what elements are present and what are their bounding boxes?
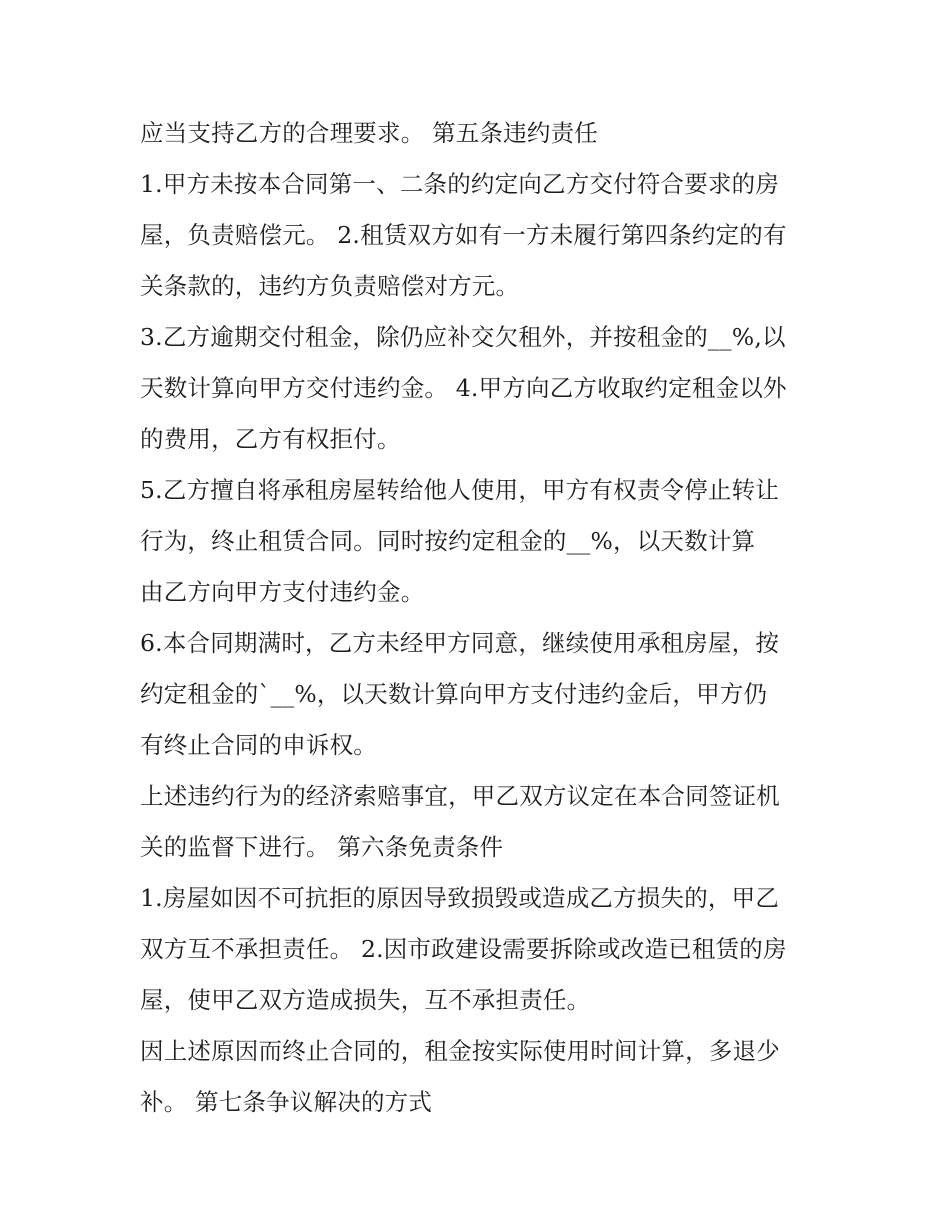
text-line: 屋，使甲乙双方造成损失，互不承担责任。: [140, 986, 591, 1014]
text-line: 由乙方向甲方支付违约金。: [140, 578, 425, 606]
text-line: 上述违约行为的经济索赔事宜，甲乙双方议定在本合同签证机: [140, 782, 780, 810]
text-line: 6.本合同期满时，乙方未经甲方同意，继续使用承租房屋，按: [140, 629, 780, 657]
text-line: 应当支持乙方的合理要求。 第五条违约责任: [140, 119, 598, 147]
text-line: 双方互不承担责任。 2.因市政建设需要拆除或改造已租赁的房: [140, 935, 787, 963]
text-line: 屋，负责赔偿元。 2.租赁双方如有一方未履行第四条约定的有: [140, 221, 787, 249]
text-line: 关的监督下进行。 第六条免责条件: [140, 833, 504, 861]
text-line: 关条款的，违约方负责赔偿对方元。: [140, 272, 520, 300]
text-line: 5.乙方擅自将承租房屋转给他人使用，甲方有权责令停止转让: [140, 476, 780, 504]
text-line: 补。 第七条争议解决的方式: [140, 1088, 433, 1116]
text-line: 因上述原因而终止合同的，租金按实际使用时间计算，多退少: [140, 1037, 780, 1065]
text-line: 的费用，乙方有权拒付。: [140, 425, 401, 453]
document-body: [140, 108, 820, 1128]
text-line: 1.甲方未按本合同第一、二条的约定向乙方交付符合要求的房: [140, 170, 780, 198]
text-line: 有终止合同的申诉权。: [140, 731, 377, 759]
text-line: 3.乙方逾期交付租金，除仍应补交欠租外，并按租金的__%,以: [140, 323, 786, 351]
text-line: 约定租金的`__%，以天数计算向甲方支付违约金后，甲方仍: [140, 680, 768, 708]
text-line: 1.房屋如因不可抗拒的原因导致损毁或造成乙方损失的，甲乙: [140, 884, 780, 912]
text-line: 行为，终止租赁合同。同时按约定租金的__%，以天数计算: [140, 527, 756, 555]
text-line: 天数计算向甲方交付违约金。 4.甲方向乙方收取约定租金以外: [140, 374, 787, 402]
